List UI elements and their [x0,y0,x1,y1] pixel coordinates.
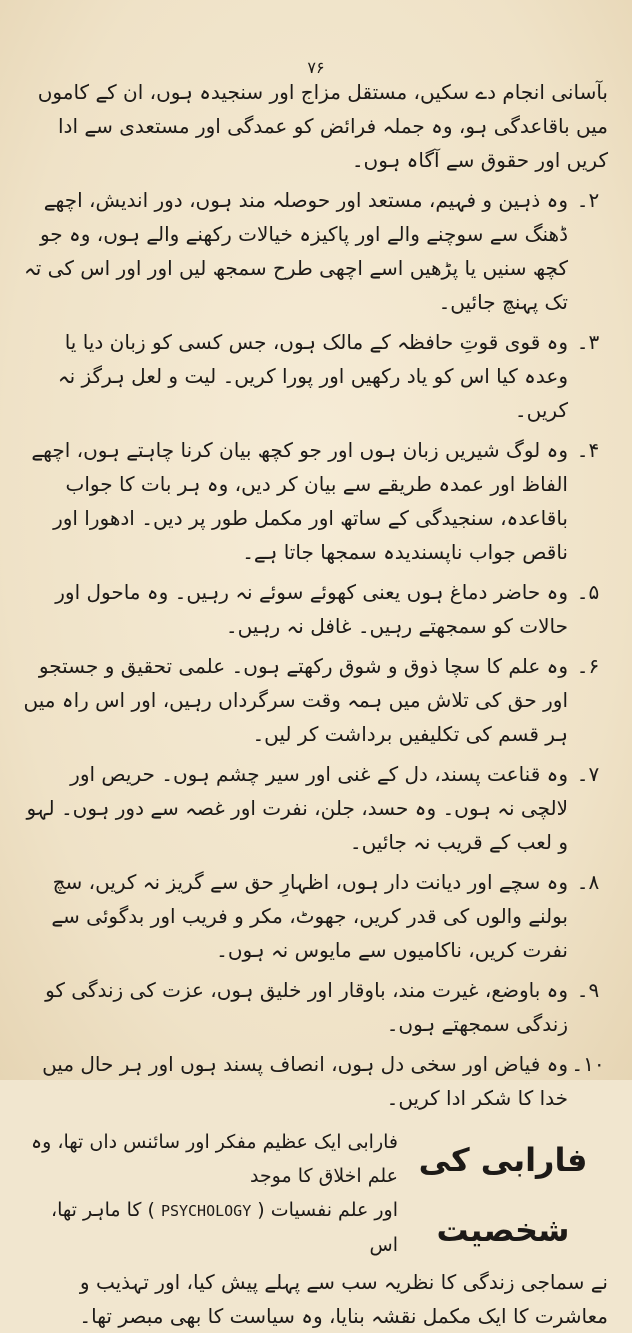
item-number: ۱۰۔ [571,1052,605,1076]
section-lead-2b: ) کا ماہر تھا، اس [50,1199,398,1256]
item-text: وہ لوگ شیریں زبان ہوں اور جو کچھ بیان کرنا چاہتے ہوں، اچھے الفاظ اور عمدہ طریقے سے بیان کر دیں، وہ ہر بات کا جواب باقاعدہ، سنجیدگی کے ساتھ اور مکمل طور پر دیں۔ ادھورا اور ناقص جواب ناپسندیدہ سمجھا جاتا ہے۔ [31,438,568,564]
item-number: ۷۔ [576,762,600,786]
item-number: ۲۔ [576,188,600,212]
section-rest: نے سماجی زندگی کا نظریہ سب سے پہلے پیش کیا، اور تہذیب و معاشرت کا ایک مکمل نقشہ بنایا، وہ سیاست کا بھی مبصر تھا۔ [79,1270,608,1328]
item-text: وہ باوضع، غیرت مند، باوقار اور خلیق ہوں، عزت کی زندگی کو زندگی سمجھتے ہوں۔ [45,978,568,1036]
section-heading: فارابی کی شخصیت [418,1141,588,1249]
item-text: وہ فیاض اور سخی دل ہوں، انصاف پسند ہوں اور ہر حال میں خدا کا شکر ادا کریں۔ [42,1052,568,1110]
item-text: وہ علم کا سچا ذوق و شوق رکھتے ہوں۔ علمی تحقیق و جستجو اور حق کی تلاش میں ہمہ وقت سرگرداں رہیں، اور اس راہ میں ہر قسم کی تکلیفیں برداشت کر لیں۔ [23,654,568,746]
list-item [18,575,608,643]
item-number: ۸۔ [576,870,600,894]
item-text: وہ ذہین و فہیم، مستعد اور حوصلہ مند ہوں، دور اندیش، اچھے ڈھنگ سے سوچنے والے اور پاکیزہ خیالات رکھنے والے ہوں، وہ جو کچھ سنیں یا پڑھیں اسے اچھی طرح سمجھ لیں اور اور اس کی تہ تک پہنچ جائیں۔ [24,188,568,314]
section-lead [18,1125,398,1265]
section-lead-2a: اور علم نفسیات ( [257,1199,398,1221]
farabi-section [18,1125,608,1265]
list-item [18,433,608,569]
list-item [18,757,608,859]
intro-paragraph: بآسانی انجام دے سکیں، مستقل مزاج اور سنجیدہ ہوں، ان کے کاموں میں باقاعدگی ہو، وہ جملہ فرائض کو عمدگی اور مستعدی سے ادا کریں اور حقوق سے آگاہ ہوں۔ [37,80,608,172]
page-number: ۷۶ [307,58,325,77]
section-lead-line-2 [18,1193,398,1262]
item-text: وہ قناعت پسند، دل کے غنی اور سیر چشم ہوں۔ حریص اور لالچی نہ ہوں۔ وہ حسد، جلن، نفرت اور غصہ سے دور ہوں۔ لہو و لعب کے قریب نہ جائیں۔ [26,762,568,854]
item-number: ۳۔ [576,330,600,354]
list-item [18,325,608,427]
item-text: وہ سچے اور دیانت دار ہوں، اظہارِ حق سے گریز نہ کریں، سچ بولنے والوں کی قدر کریں، جھوٹ، مکر و فریب اور بدگوئی سے نفرت کریں، ناکامیوں سے مایوس نہ ہوں۔ [51,870,568,962]
item-text: وہ قوی قوتِ حافظہ کے مالک ہوں، جس کسی کو زبان دیا یا وعدہ کیا اس کو یاد رکھیں اور پورا کریں۔ لیت و لعل ہرگز نہ کریں۔ [57,330,568,422]
item-text: وہ حاضر دماغ ہوں یعنی کھوئے سوئے نہ رہیں۔ وہ ماحول اور حالات کو سمجھتے رہیں۔ غافل نہ رہیں۔ [55,580,568,638]
list-item [18,1047,608,1115]
psychology-term: PSYCHOLOGY [160,1202,252,1220]
item-number: ۴۔ [576,438,600,462]
list-item [18,865,608,967]
item-number: ۵۔ [576,580,600,604]
list-item [18,183,608,319]
list-item [18,973,608,1041]
list-item [18,649,608,751]
page-text [18,75,608,1333]
section-lead-line-1: فارابی ایک عظیم مفکر اور سائنس داں تھا، وہ علم اخلاق کا موجد [31,1131,398,1187]
item-number: ۹۔ [576,978,600,1002]
item-number: ۶۔ [576,654,600,678]
